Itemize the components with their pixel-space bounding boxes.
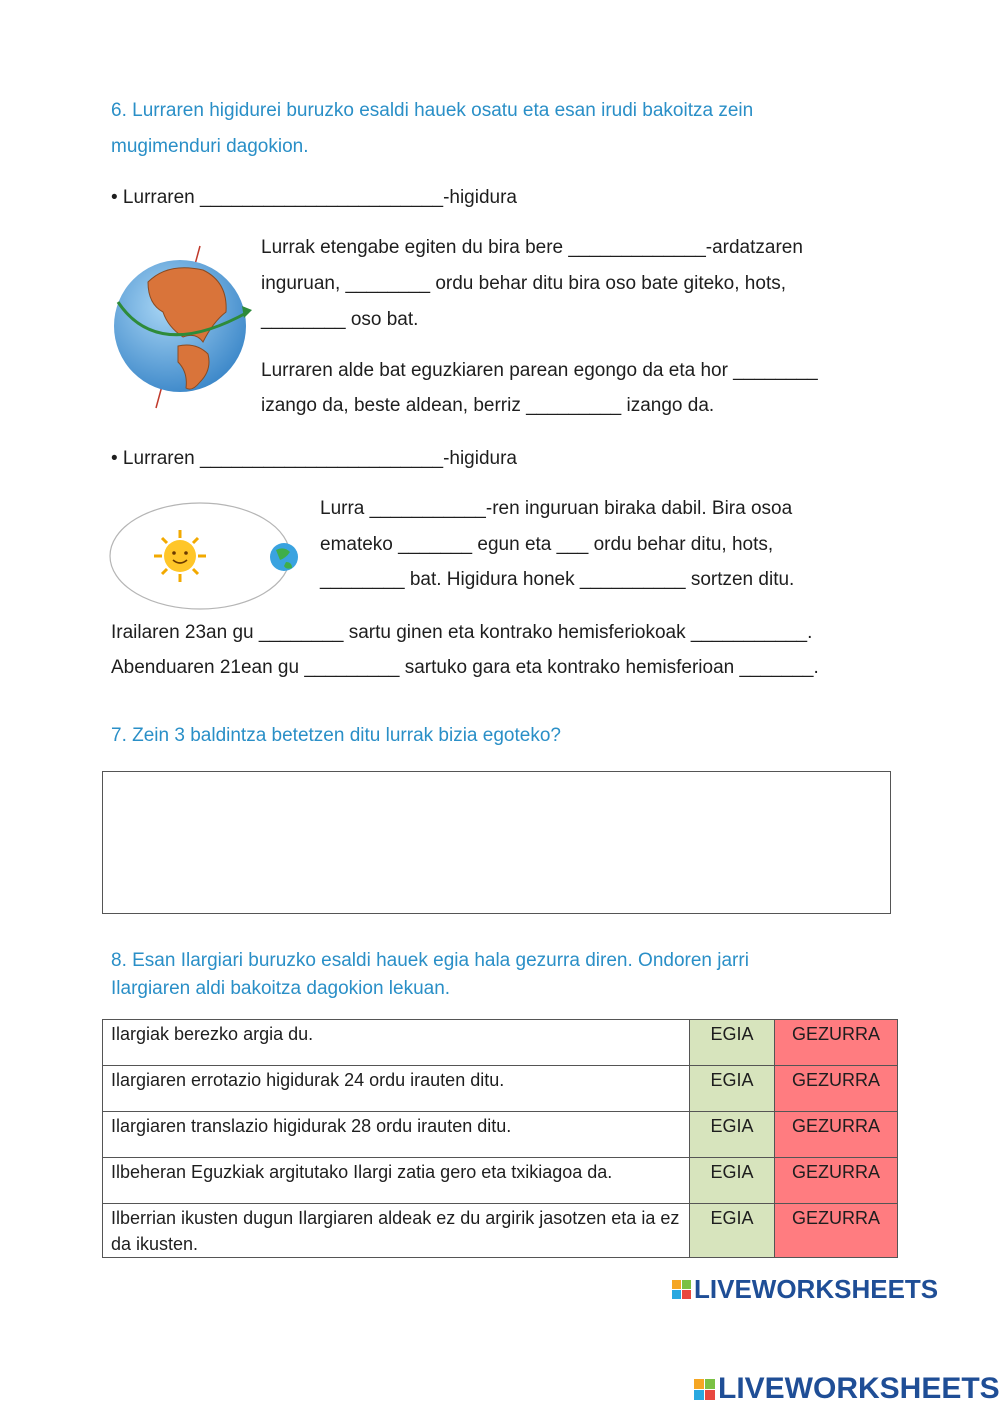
- gezurra-option[interactable]: GEZURRA: [775, 1066, 898, 1112]
- rotation-line: Lurrak etengabe egiten du bira bere _____________-ardatzaren: [261, 237, 803, 258]
- table-row: [103, 1020, 898, 1066]
- q6-bullet-rotation: • Lurraren _______________________-higidura: [111, 187, 517, 208]
- earth-icon: [270, 543, 298, 571]
- gezurra-option[interactable]: GEZURRA: [775, 1112, 898, 1158]
- q6-title-line2: mugimenduri dagokion.: [111, 136, 309, 157]
- egia-option[interactable]: EGIA: [690, 1158, 775, 1204]
- translation-line: emateko _______ egun eta ___ ordu behar ditu, hots,: [320, 534, 774, 555]
- statement-cell: Ilargiak berezko argia du.: [103, 1020, 690, 1066]
- q8-title-line1: 8. Esan Ilargiari buruzko esaldi hauek egia hala gezurra diren. Ondoren jarri: [111, 950, 749, 971]
- q6-title-line1: 6. Lurraren higidurei buruzko esaldi hauek osatu eta esan irudi bakoitza zein: [111, 100, 754, 121]
- egia-option[interactable]: EGIA: [690, 1066, 775, 1112]
- translation-line: ________ bat. Higidura honek __________ sortzen ditu.: [320, 569, 795, 590]
- translation-line: Lurra ___________-ren inguruan biraka dabil. Bira osoa: [320, 498, 793, 519]
- liveworksheets-logo-footer: [694, 1372, 1000, 1406]
- q8-title-line2: Ilargiaren aldi bakoitza dagokion lekuan.: [111, 978, 451, 999]
- q6-bullet-translation: • Lurraren _______________________-higidura: [111, 448, 517, 469]
- sun-icon: [154, 530, 206, 582]
- logo-text: LIVEWORKSHEETS: [718, 1372, 1000, 1405]
- table-row: [103, 1158, 898, 1204]
- statement-cell: Ilberrian ikusten dugun Ilargiaren aldeak ez du argirik jasotzen eta ia ez da ikusten.: [103, 1204, 690, 1258]
- logo-mark-icon: [672, 1280, 691, 1299]
- season-text-block: [111, 622, 991, 692]
- logo-mark-icon: [694, 1379, 715, 1400]
- season-line: Irailaren 23an gu ________ sartu ginen eta kontrako hemisferiokoak ___________.: [111, 622, 813, 643]
- rotation-line: ________ oso bat.: [261, 309, 419, 330]
- statement-cell: Ilbeheran Eguzkiak argitutako Ilargi zatia gero eta txikiagoa da.: [103, 1158, 690, 1204]
- statement-cell: Ilargiaren translazio higidurak 28 ordu irauten ditu.: [103, 1112, 690, 1158]
- rotation-text-block: [261, 237, 911, 427]
- logo-text: LIVEWORKSHEETS: [694, 1274, 939, 1304]
- gezurra-option[interactable]: GEZURRA: [775, 1158, 898, 1204]
- table-row: [103, 1112, 898, 1158]
- statement-cell: Ilargiaren errotazio higidurak 24 ordu irauten ditu.: [103, 1066, 690, 1112]
- earth-orbit-illustration: [108, 500, 308, 612]
- true-false-table: [102, 1019, 898, 1258]
- rotation-line: inguruan, ________ ordu behar ditu bira oso bate giteko, hots,: [261, 273, 786, 294]
- q7-title: 7. Zein 3 baldintza betetzen ditu lurrak bizia egoteko?: [111, 725, 561, 746]
- egia-option[interactable]: EGIA: [690, 1112, 775, 1158]
- egia-option[interactable]: EGIA: [690, 1204, 775, 1258]
- gezurra-option[interactable]: GEZURRA: [775, 1020, 898, 1066]
- translation-text-block: [320, 498, 920, 598]
- table-row: [103, 1204, 898, 1258]
- liveworksheets-logo: [672, 1274, 938, 1305]
- table-row: [103, 1066, 898, 1112]
- q7-answer-box[interactable]: [102, 771, 891, 914]
- egia-option[interactable]: EGIA: [690, 1020, 775, 1066]
- earth-rotation-illustration: [108, 242, 256, 414]
- rotation-line: Lurraren alde bat eguzkiaren parean egongo da eta hor ________: [261, 360, 818, 381]
- rotation-line: izango da, beste aldean, berriz _________ izango da.: [261, 395, 715, 416]
- season-line: Abenduaren 21ean gu _________ sartuko gara eta kontrako hemisferioan _______.: [111, 657, 819, 678]
- gezurra-option[interactable]: GEZURRA: [775, 1204, 898, 1258]
